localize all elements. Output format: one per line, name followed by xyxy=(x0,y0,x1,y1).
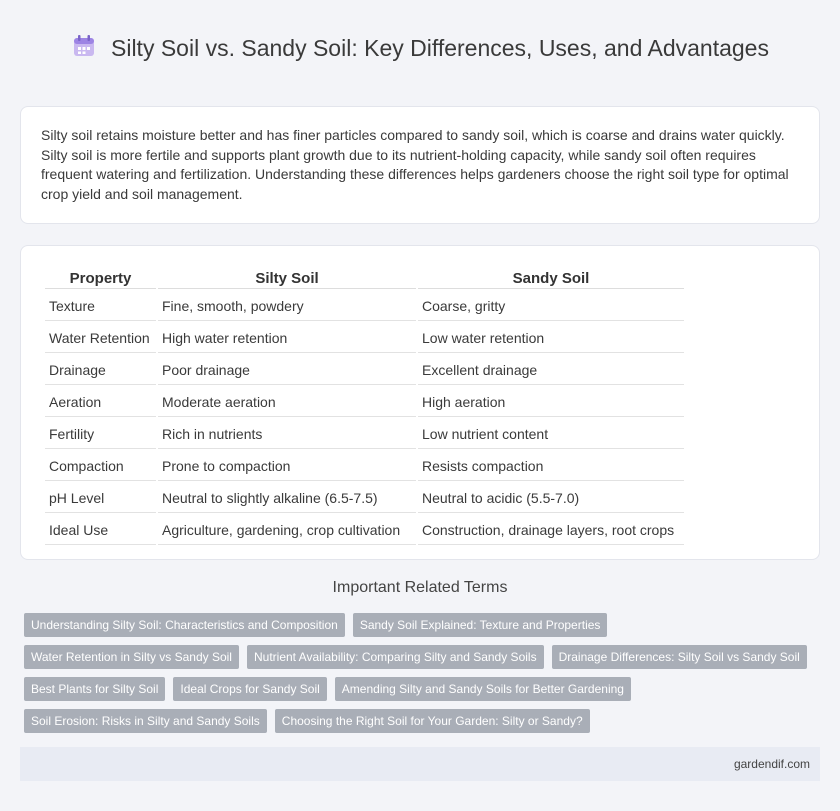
cell-sandy: Excellent drainage xyxy=(418,355,684,385)
header-sandy-soil: Sandy Soil xyxy=(418,268,684,289)
related-tag[interactable]: Soil Erosion: Risks in Silty and Sandy Soils xyxy=(24,709,267,733)
cell-silty: Poor drainage xyxy=(158,355,416,385)
cell-sandy: Low nutrient content xyxy=(418,419,684,449)
related-tag[interactable]: Understanding Silty Soil: Characteristics and Composition xyxy=(24,613,345,637)
header-property: Property xyxy=(45,268,156,289)
cell-sandy: Neutral to acidic (5.5-7.0) xyxy=(418,483,684,513)
intro-card xyxy=(20,106,820,224)
related-tag[interactable]: Best Plants for Silty Soil xyxy=(24,677,165,701)
cell-sandy: Construction, drainage layers, root crops xyxy=(418,515,684,545)
page-header xyxy=(0,0,840,96)
table-row xyxy=(45,387,684,417)
cell-sandy: Resists compaction xyxy=(418,451,684,481)
cell-property: pH Level xyxy=(45,483,156,513)
cell-silty: Fine, smooth, powdery xyxy=(158,291,416,321)
related-tag[interactable]: Amending Silty and Sandy Soils for Better Gardening xyxy=(335,677,631,701)
cell-property: Aeration xyxy=(45,387,156,417)
related-terms-tags xyxy=(24,613,824,741)
cell-silty: Prone to compaction xyxy=(158,451,416,481)
page-title: Silty Soil vs. Sandy Soil: Key Differences, Uses, and Advantages xyxy=(111,34,769,61)
cell-silty: High water retention xyxy=(158,323,416,353)
cell-sandy: Low water retention xyxy=(418,323,684,353)
table-row xyxy=(45,355,684,385)
footer-site-link[interactable]: gardendif.com xyxy=(733,757,810,771)
table-row xyxy=(45,291,684,321)
comparison-table xyxy=(43,266,686,547)
cell-property: Water Retention xyxy=(45,323,156,353)
table-row xyxy=(45,483,684,513)
cell-property: Texture xyxy=(45,291,156,321)
calendar-icon xyxy=(71,33,97,64)
intro-text: Silty soil retains moisture better and has finer particles compared to sandy soil, which is coarse and drains water quickly. Silty soil is more fertile and supports plant growth due to its nutrient-holding capacity, while sandy soil often requires frequent watering and fertilization. Understanding these differences helps gardeners choose the right soil type for optimal crop yield and soil management. xyxy=(41,127,789,202)
related-tag[interactable]: Water Retention in Silty vs Sandy Soil xyxy=(24,645,239,669)
table-row xyxy=(45,451,684,481)
table-row xyxy=(45,515,684,545)
footer xyxy=(20,747,820,781)
cell-sandy: High aeration xyxy=(418,387,684,417)
cell-silty: Moderate aeration xyxy=(158,387,416,417)
cell-property: Fertility xyxy=(45,419,156,449)
cell-sandy: Coarse, gritty xyxy=(418,291,684,321)
cell-property: Ideal Use xyxy=(45,515,156,545)
related-tag[interactable]: Sandy Soil Explained: Texture and Properties xyxy=(353,613,608,637)
cell-property: Drainage xyxy=(45,355,156,385)
table-row xyxy=(45,419,684,449)
cell-silty: Neutral to slightly alkaline (6.5-7.5) xyxy=(158,483,416,513)
cell-silty: Rich in nutrients xyxy=(158,419,416,449)
related-tag[interactable]: Ideal Crops for Sandy Soil xyxy=(173,677,326,701)
cell-silty: Agriculture, gardening, crop cultivation xyxy=(158,515,416,545)
related-tag[interactable]: Nutrient Availability: Comparing Silty and Sandy Soils xyxy=(247,645,544,669)
related-tag[interactable]: Drainage Differences: Silty Soil vs Sandy Soil xyxy=(552,645,807,669)
related-tag[interactable]: Choosing the Right Soil for Your Garden: Silty or Sandy? xyxy=(275,709,590,733)
cell-property: Compaction xyxy=(45,451,156,481)
header-silty-soil: Silty Soil xyxy=(158,268,416,289)
comparison-table-card xyxy=(20,245,820,560)
related-terms-title: Important Related Terms xyxy=(332,579,508,596)
table-header-row xyxy=(45,268,684,289)
table-row xyxy=(45,323,684,353)
